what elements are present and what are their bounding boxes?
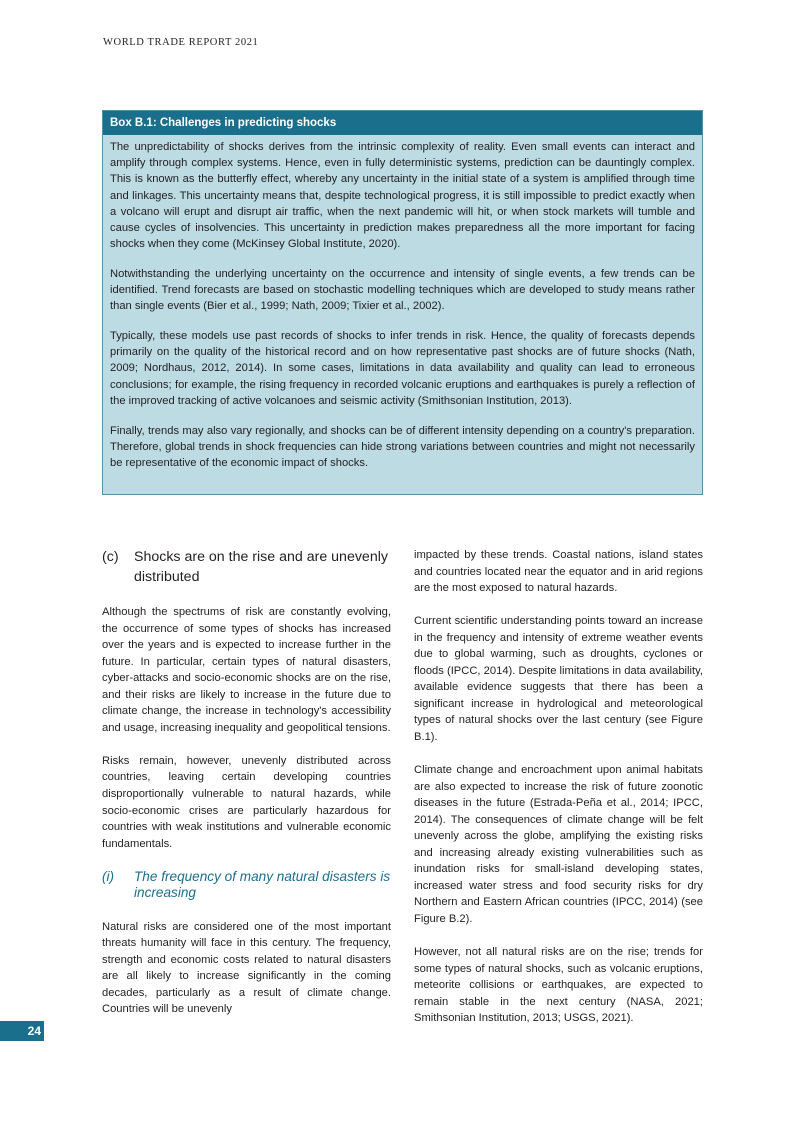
body-paragraph: Natural risks are considered one of the most important threats humanity will face in this century. The frequency, strength and economic costs related to natural disasters are all likely to increase significantly in the coming decades, particularly as a result of climate change. Countries will be unevenly: [102, 920, 391, 1016]
box-body: [103, 135, 702, 471]
left-column: [102, 547, 391, 1034]
section-title: Shocks are on the rise and are unevenly distributed: [134, 549, 388, 585]
subsection-heading: [102, 869, 391, 902]
body-paragraph: Climate change and encroachment upon animal habitats are also expected to increase the risk of future zoonotic diseases in the future (Estrada-Peña et al., 2014; IPCC, 2014). The consequences of climate change will be felt unevenly across the globe, amplifying the existing risks and increasing already existing vulnerabilities such as inundation risks for small-island developing states, increased water stress and food security risks for dry Northern and Eastern African countries (IPCC, 2014) (see Figure B.2).: [414, 764, 703, 925]
box-paragraph: Typically, these models use past records of shocks to infer trends in risk. Hence, the quality of forecasts depends primarily on the quality of the historical record and on how representative past shocks are of future shocks (Nath, 2009; Nordhaus, 2012, 2014). In some cases, limitations in data availability and quality can lead to erroneous conclusions; for example, the rising frequency in recorded volcanic eruptions and earthquakes is purely a reflection of the improved tracking of active volcanoes and seismic activity (Smithsonian Institution, 2013).: [110, 330, 695, 407]
box-title: Box B.1: Challenges in predicting shocks: [103, 111, 702, 135]
body-paragraph: Although the spectrums of risk are constantly evolving, the occurrence of some types of shocks has increased over the years and is expected to increase further in the future. In particular, certain types of natural disasters, cyber-attacks and socio-economic shocks are on the rise, and their risks are likely to increase in the future due to climate change, the increase in technology's accessibility and usage, increasing inequality and geopolitical tensions.: [102, 606, 391, 734]
box-paragraph: Finally, trends may also vary regionally, and shocks can be of different intensity depending on a country's preparation. Therefore, global trends in shock frequencies can hide strong variations between countries and might not necessarily be representative of the economic impact of shocks.: [110, 424, 695, 469]
body-paragraph: However, not all natural risks are on the rise; trends for some types of natural shocks, such as volcanic eruptions, meteorite collisions or earthquakes, are expected to remain stable in the next century (NASA, 2021; Smithsonian Institution, 2013; USGS, 2021).: [414, 945, 703, 1025]
subsection-title: The frequency of many natural disasters is increasing: [134, 868, 391, 901]
page-number: 24: [0, 1021, 44, 1041]
body-paragraph: Risks remain, however, unevenly distributed across countries, leaving certain developing countries disproportionally vulnerable to natural hazards, while socio-economic crises are particularly hazardous for countries with weak institutions and vulnerable economic fundamentals.: [102, 754, 391, 850]
box-paragraph: The unpredictability of shocks derives from the intrinsic complexity of reality. Even small events can interact and amplify through complex systems. Hence, even in fully deterministic systems, prediction can be dauntingly complex. This is known as the butterfly effect, whereby any uncertainty in the initial state of a system is amplified through time and linkages. This uncertainty means that, despite technological progress, it is still impossible to predict exactly when a volcano will erupt and disrupt air traffic, when the next pandemic will hit, or when stock markets will tumble and cause cycles of insolvencies. This uncertainty in prediction makes preparedness all the more important for facing shocks when they come (McKinsey Global Institute, 2020).: [110, 141, 695, 251]
box-b1: [102, 110, 703, 495]
right-column: [414, 547, 703, 1043]
body-paragraph: impacted by these trends. Coastal nations, island states and countries located near the equator and in arid regions are the most exposed to natural hazards.: [414, 549, 703, 595]
section-number: (c): [102, 549, 119, 565]
body-paragraph: Current scientific understanding points toward an increase in the frequency and intensity of extreme weather events due to global warming, such as droughts, cyclones or floods (IPCC, 2014). Despite limitations in data availability, available evidence suggests that there has been a significant increase in hydrological and meteorological types of natural shocks over the last century (see Figure B.1).: [414, 615, 703, 743]
subsection-number: (i): [102, 868, 115, 884]
box-paragraph: Notwithstanding the underlying uncertainty on the occurrence and intensity of single events, a few trends can be identified. Trend forecasts are based on stochastic modelling techniques which are developed to study means rather than single events (Bier et al., 1999; Nath, 2009; Tixier et al., 2002).: [110, 267, 695, 313]
running-header: WORLD TRADE REPORT 2021: [103, 37, 259, 48]
section-heading: [102, 548, 391, 587]
